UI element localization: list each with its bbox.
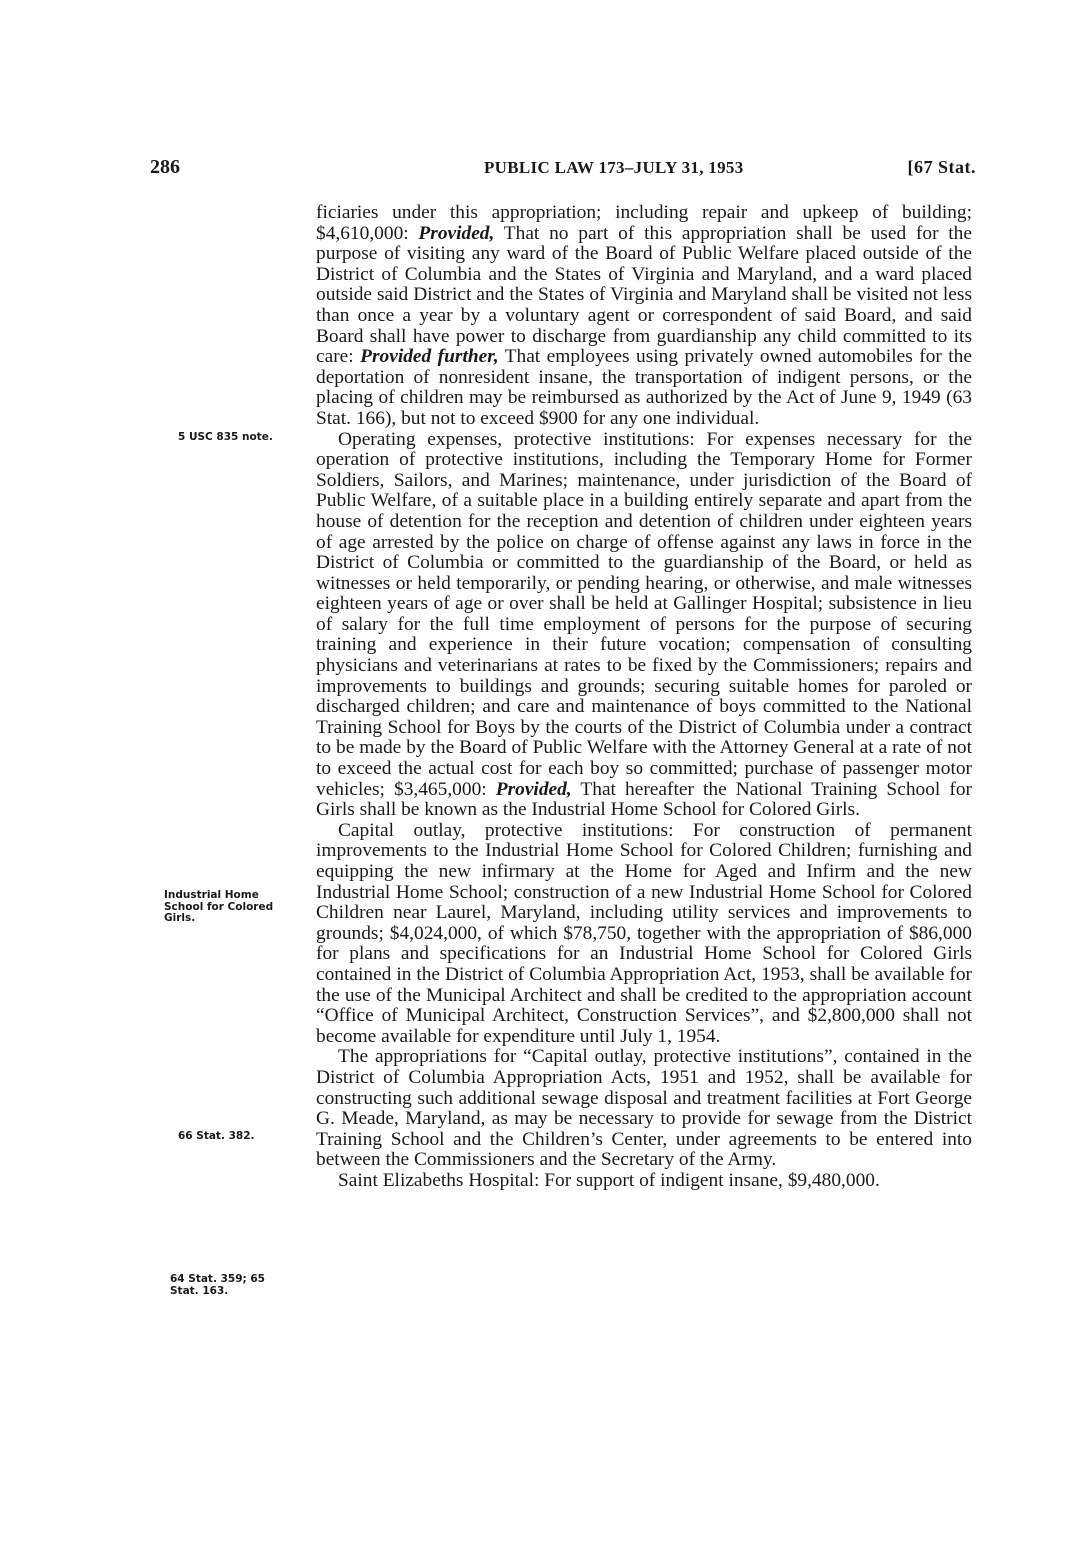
page-number: 286	[150, 156, 180, 178]
text-run: That employees using privately owned automobiles for the deportation of nonresident insane, the transportation of indigent persons, or the placing of children may be reimbursed as authorized by the Act of June 9, 1949 (63 Stat. 166), but not to exceed $900 for any one individual.	[316, 346, 972, 429]
paragraph-saint-elizabeths: Saint Elizabeths Hospital: For support of indigent insane, $9,480,000.	[338, 1169, 880, 1191]
margin-note-64-stat	[170, 1274, 300, 1297]
margin-note-line: Industrial Home	[164, 889, 259, 901]
margin-note-line: School for Colored	[164, 900, 274, 913]
paragraph-operating-expenses	[316, 430, 972, 821]
margin-note-industrial-home	[164, 890, 304, 925]
text-run: That no part of this appropriation shall be used for the purpose of visiting any ward of the Board of Public Welfare placed outside of the District of Columbia and the States of Virginia and Maryland, and a ward placed outside said District and the States of Virginia and Maryland shall be visited not less than once a year by a voluntary agent or correspondent of said Board, and said Board shall have power to discharge from guardianship any child committed to its care:	[316, 222, 972, 368]
provided-clause: Provided,	[418, 222, 495, 244]
margin-note-usc: 5 USC 835 note.	[178, 431, 273, 443]
paragraph-appropriations-sewage: The appropriations for “Capital outlay, protective institutions”, contained in the District of Columbia Appropriation Acts, 1951 and 1952, shall be available for constructing such additional sewage disposal and treatment facilities at Fort George G. Meade, Maryland, as may be necessary to provide for sewage from the District Training School and the Children’s Center, under agreements to be entered into between the Commissioners and the Secretary of the Army.	[316, 1046, 972, 1171]
provided-further-clause: Provided further,	[360, 346, 499, 368]
body-text	[316, 203, 972, 1192]
paragraph-welfare-continued	[316, 203, 972, 430]
page-header	[150, 156, 976, 180]
margin-note-line: Girls.	[164, 912, 196, 924]
margin-note-line: Stat. 163.	[170, 1284, 229, 1297]
text-run: Operating expenses, protective institutions: For expenses necessary for the operation of protective institutions, including the Temporary Home for Former Soldiers, Sailors, and Marines; maintenance, under jurisdiction of the Board of Public Welfare, of a suitable place in a building entirely separate and apart from the house of detention for the reception and detention of children under eighteen years of age arrested by the police on charge of offense against any laws in force in the District of Columbia or committed to the guardianship of the Board, or held as witnesses or held temporarily, or pending hearing, or otherwise, and male witnesses eighteen years of age or over shall be held at Gallinger Hospital; subsistence in lieu of salary for the full time employment of persons for the purpose of securing training and experience in their future vocation; compensation of consulting physicians and veterinarians at rates to be fixed by the Commissioners; repairs and improvements to buildings and grounds; securing suitable homes for paroled or discharged children; and care and maintenance of boys committed to the National Training School for Boys by the courts of the District of Columbia under a contract to be made by the Board of Public Welfare with the Attorney General at a rate of not to exceed the actual cost for each boy so committed; purchase of passenger motor vehicles; $3,465,000:	[316, 428, 972, 800]
provided-clause: Provided,	[495, 778, 572, 800]
paragraph-capital-outlay: Capital outlay, protective institutions: For construction of permanent improvements to the Industrial Home School for Colored Children; furnishing and equipping the new infirmary at the Home for Aged and Infirm and the new Industrial Home School; construction of a new Industrial Home School for Colored Children near Laurel, Maryland, including utility services and improvements to grounds; $4,024,000, of which $78,750, together with the appropriation of $86,000 for plans and specifications for an Industrial Home School for Colored Girls contained in the District of Columbia Appropriation Act, 1953, shall be available for the use of the Municipal Architect and shall be credited to the appropriation account “Office of Municipal Architect, Construction Services”, and $2,800,000 shall not become available for expenditure until July 1, 1954.	[316, 819, 972, 1047]
running-head: PUBLIC LAW 173–JULY 31, 1953	[484, 158, 744, 177]
volume-reference: [67 Stat.	[907, 157, 976, 177]
text-run: That hereafter the National Training School for Girls shall be known as the Industrial Home School for Colored Girls.	[316, 778, 972, 821]
margin-note-line: 64 Stat. 359; 65	[170, 1273, 265, 1285]
text-run: ficiaries under this appropriation; including repair and upkeep of building; $4,610,000:	[316, 202, 972, 244]
margin-note-66-stat: 66 Stat. 382.	[178, 1130, 255, 1142]
